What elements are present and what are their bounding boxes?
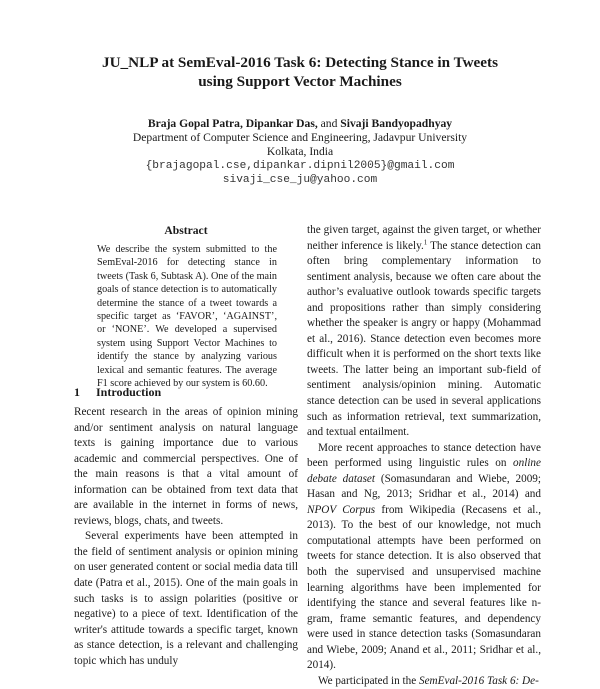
right-paragraph-3: [307, 674, 541, 689]
email-line-2: sivaji_cse_ju@yahoo.com: [222, 174, 378, 186]
right-para3-a: We participated in the: [318, 674, 419, 687]
section-heading-introduction: [74, 385, 161, 400]
intro-paragraph-1: Recent research in the areas of opinion mining and/or sentiment analysis on natural language texts is gaining importance due to various academic and commercial perspectives. One of the main reasons is that a vital amount of information can be obtained from text data that are available in the internet in forms of news, reviews, blogs, chats, and tweets.: [74, 406, 298, 527]
left-column-body: [74, 405, 298, 669]
right-paragraph-1: [307, 223, 541, 441]
right-para1-rest: The stance detection can often bring complementary information to sentiment analysis, because we often care about the author’s evaluative outlook towards specific targets and propositions rather than simply considering whether the speaker is angry or happy (Mohammad et al., 2016). Stance detection even becomes more difficult when it is performed on the short texts like tweets. The latter being an important sub-field of sentiment analysis/opinion mining. Automatic stance detection can be used in several applications such as information retrieval, text summarization, and textual entailment.: [307, 239, 542, 439]
right-para2-a: More recent approaches to stance detection have been performed using linguistic rules on: [307, 441, 541, 470]
abstract-text: We describe the system submitted to the SemEval-2016 for detecting stance in tweets (Task 6, Subtask A). One of the main goals of stance detection is to automatically determine the stance of a tweet towards a specific target as ‘FAVOR’, ‘AGAINST’, or ‘NONE’. We developed a supervised system using Support Vector Machines to identify the stance by analyzing various lexical and semantic features. The average F1 score achieved by our system is 60.60.: [97, 244, 277, 390]
email-line-1: {brajagopal.cse,dipankar.dipnil2005}@gmail.com: [145, 160, 455, 172]
author-names-part1: Braja Gopal Patra, Dipankar Das,: [147, 117, 318, 130]
author-names-part2: Sivaji Bandyopadhyay: [340, 117, 453, 130]
title-line-1: JU_NLP at SemEval-2016 Task 6: Detecting Stance in Tweets: [102, 54, 498, 71]
footnote-marker[interactable]: 1: [423, 237, 428, 246]
right-para3-italic: SemEval-2016 Task 6: De-: [419, 674, 539, 687]
location: Kolkata, India: [266, 145, 334, 158]
right-para2-italic-2: NPOV Corpus: [307, 503, 376, 516]
abstract-heading: Abstract: [164, 224, 208, 237]
author-names: [0, 117, 600, 131]
section-title: Introduction: [96, 385, 162, 399]
right-paragraph-2: [307, 441, 541, 674]
author-block: [0, 117, 600, 187]
right-para2-italic-1: online debate dataset: [307, 457, 541, 485]
section-number: 1: [74, 385, 80, 399]
right-column-body: [307, 223, 541, 689]
right-para2-c: from Wikipedia (Recasens et al., 2013). To the best of our knowledge, not much computational attempts have been performed on tweets for stance detection. It is also observed that both the supervised and unsupervised machine learning algorithms have been implemented for identifying the stance and several features like n-gram, frame semantic features, and dependency were used in stance detection tasks (Somasundaran and Wiebe, 2009; Anand et al., 2011; Sridhar et al., 2014).: [307, 503, 541, 672]
right-para1-start: the given target, against the given target, or whether neither inference is likely.: [307, 224, 541, 252]
paper-title: [0, 53, 600, 91]
title-line-2: using Support Vector Machines: [198, 73, 402, 90]
author-and: and: [320, 117, 338, 130]
intro-paragraph-2: Several experiments have been attempted in the field of sentiment analysis or opinion mining on user generated content or social media data till date (Patra et al., 2015). One of the main goals in such tasks is to assign polarities (positive or negative) to a piece of text. Identification of the writer's attitude towards a specific target, known as stance detection, is a relevant and challenging topic which has unduly: [74, 530, 298, 667]
affiliation: Department of Computer Science and Engineering, Jadavpur University: [132, 131, 468, 144]
right-para2-b: (Somasundaran and Wiebe, 2009; Hasan and Ng, 2013; Sridhar et al., 2014) and: [307, 472, 541, 501]
